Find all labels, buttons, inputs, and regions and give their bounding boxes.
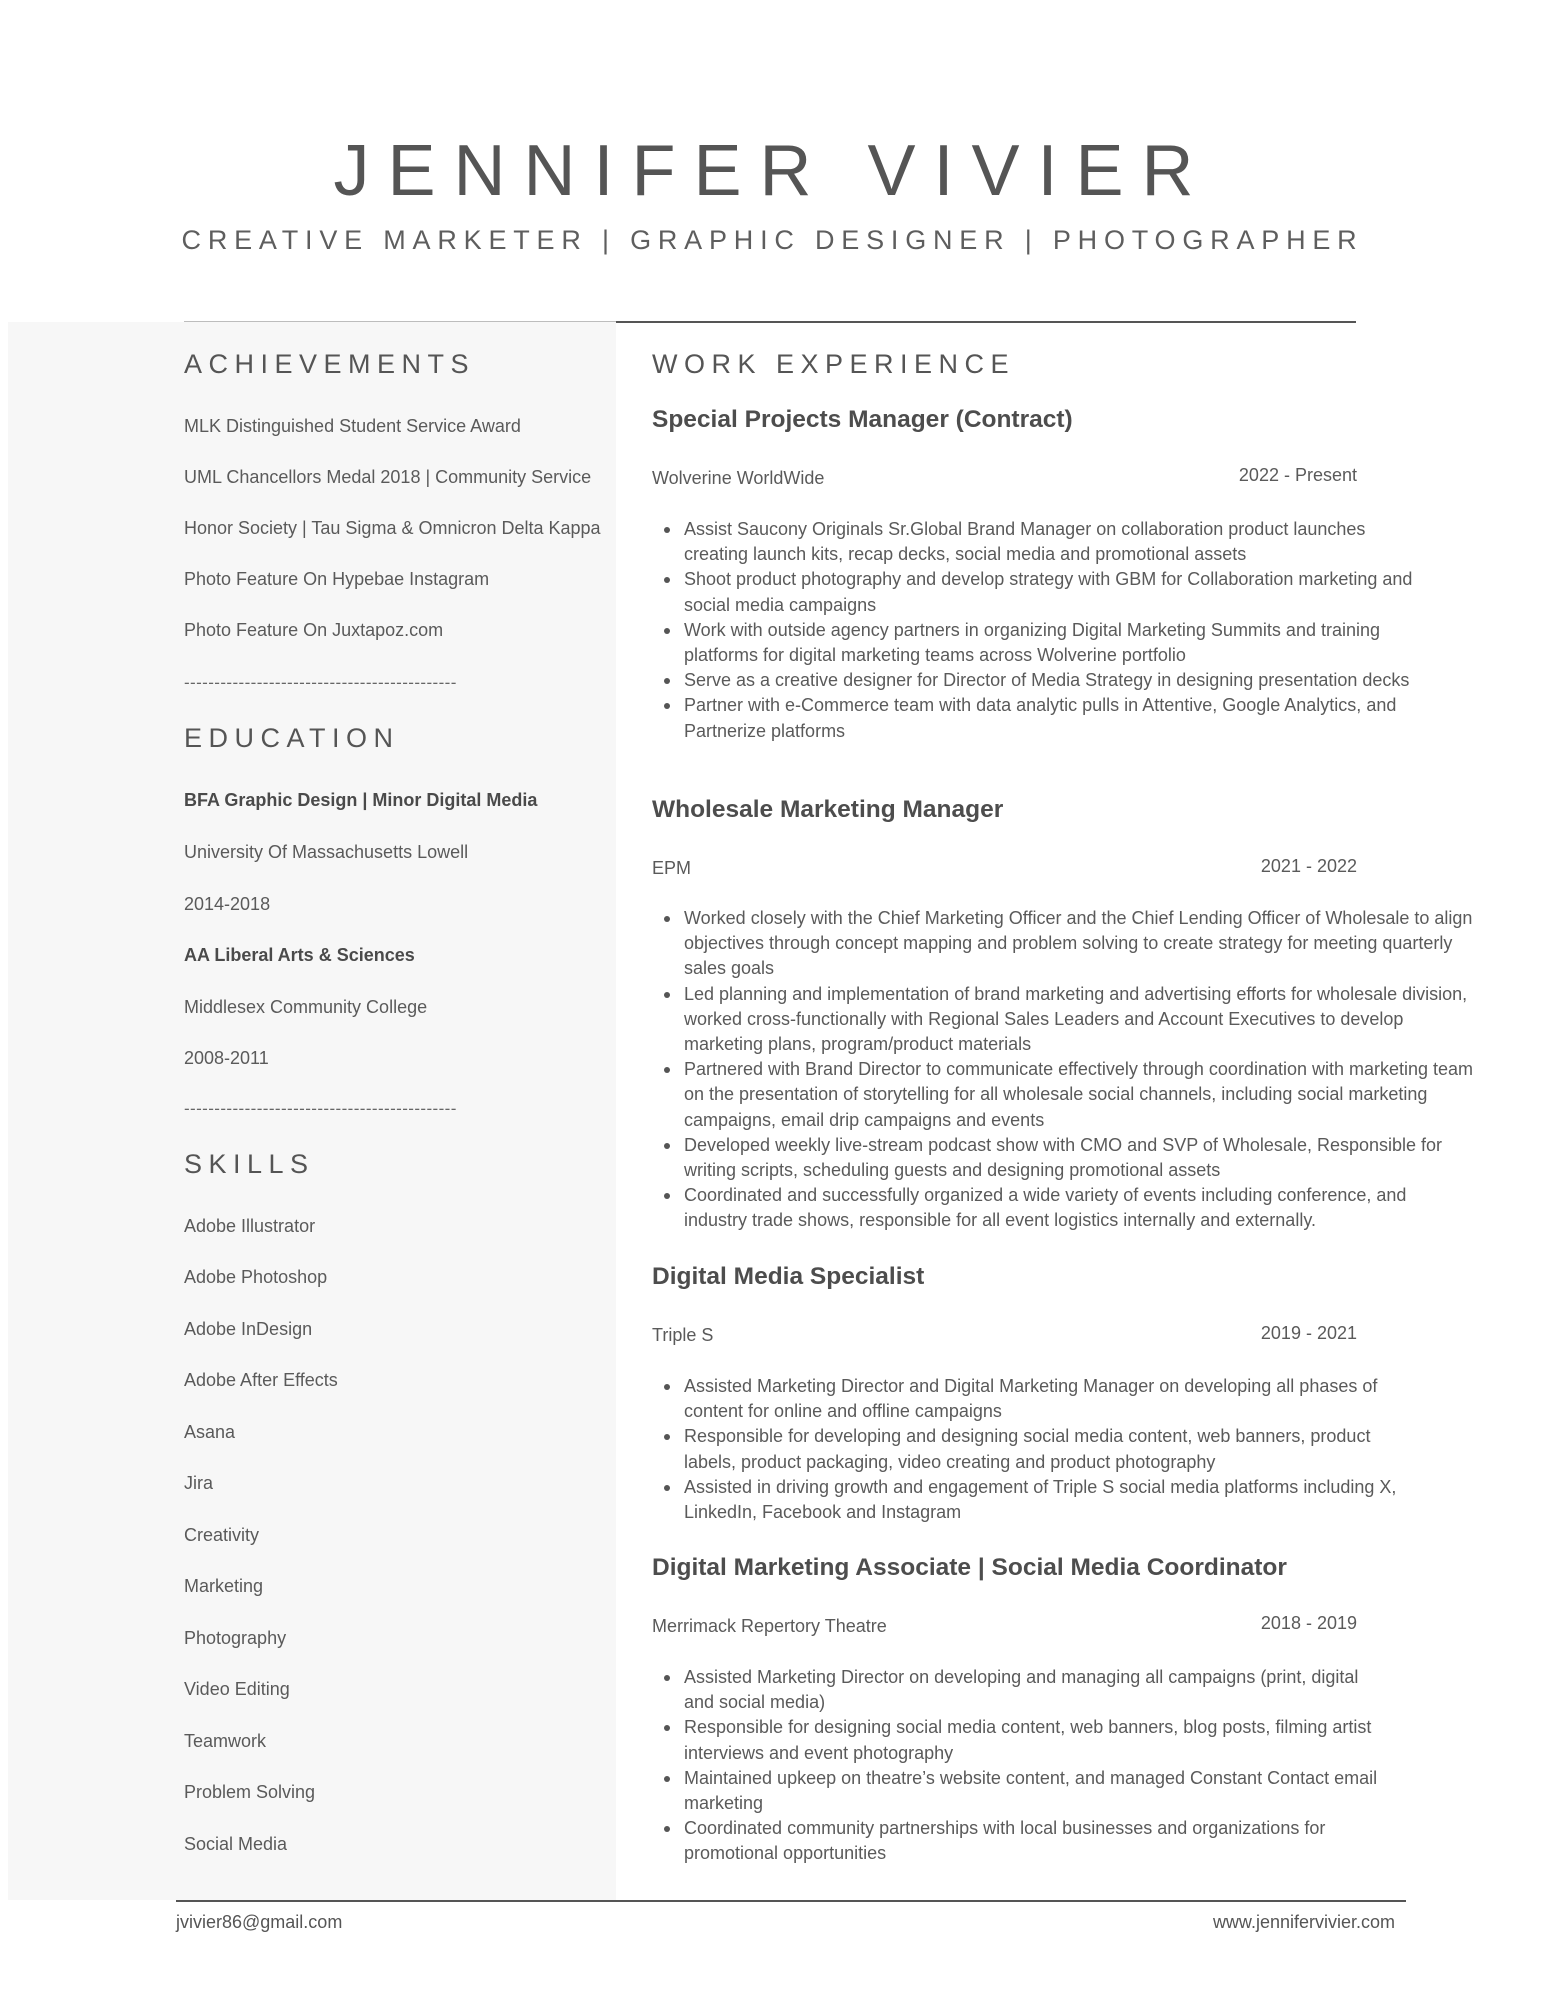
skill-item: Problem Solving	[184, 1782, 316, 1802]
skill-item: Adobe InDesign	[184, 1319, 313, 1339]
skill-item: Jira	[184, 1473, 214, 1493]
job-dates: 2022 - Present	[1238, 465, 1357, 485]
job-bullet: Maintained upkeep on theatre’s website content, and managed Constant Contact email marketing	[684, 1766, 1384, 1816]
job-bullet: Responsible for designing social media content, web banners, blog posts, filming artist interviews and event photography	[684, 1715, 1384, 1765]
job-company: Merrimack Repertory Theatre	[652, 1616, 887, 1636]
skill-item: Creativity	[184, 1525, 260, 1545]
job-bullet: Partnered with Brand Director to communicate effectively through coordination with marketing team on the presentation of storytelling for all wholesale social channels, including social marketing campaigns, email drip campaigns and events	[684, 1057, 1474, 1133]
job-dates: 2018 - 2019	[1260, 1613, 1357, 1633]
job-bullet: Assist Saucony Originals Sr.Global Brand Manager on collaboration product launches creating launch kits, recap decks, social media and promotional assets	[684, 517, 1414, 567]
work-experience-heading: WORK EXPERIENCE	[652, 349, 1016, 379]
skills-heading: SKILLS	[184, 1149, 315, 1179]
skill-item: Adobe After Effects	[184, 1370, 338, 1390]
job-bullet: Developed weekly live-stream podcast show with CMO and SVP of Wholesale, Responsible for writing scripts, scheduling guests and designing promotional assets	[684, 1133, 1474, 1183]
skill-item: Marketing	[184, 1576, 264, 1596]
job-title: Special Projects Manager (Contract)	[652, 406, 1073, 433]
achievement-item: MLK Distinguished Student Service Award	[184, 416, 521, 436]
achievements-heading: ACHIEVEMENTS	[184, 349, 476, 379]
job-company: EPM	[652, 858, 692, 878]
skill-item: Social Media	[184, 1834, 288, 1854]
job-bullet: Coordinated and successfully organized a wide variety of events including conference, and industry trade shows, responsible for all event logistics internally and externally.	[684, 1183, 1474, 1233]
section-divider: ---------------------------------------------	[184, 1099, 457, 1118]
skill-item: Adobe Illustrator	[184, 1216, 316, 1236]
footer-divider	[176, 1900, 1406, 1902]
education-degree: AA Liberal Arts & Sciences	[184, 945, 415, 965]
job-company: Wolverine WorldWide	[652, 468, 825, 488]
achievement-item: Photo Feature On Hypebae Instagram	[184, 569, 490, 589]
job-bullets	[652, 1374, 1414, 1525]
job-title: Digital Marketing Associate | Social Media Coordinator	[652, 1554, 1287, 1581]
job-bullet: Assisted in driving growth and engagement of Triple S social media platforms including X, LinkedIn, Facebook and Instagram	[684, 1475, 1414, 1525]
job-title: Digital Media Specialist	[652, 1263, 925, 1290]
job-bullet: Work with outside agency partners in organizing Digital Marketing Summits and training platforms for digital marketing teams across Wolverine portfolio	[684, 618, 1414, 668]
job-bullet: Serve as a creative designer for Director of Media Strategy in designing presentation decks	[684, 668, 1414, 693]
job-company: Triple S	[652, 1325, 714, 1345]
education-school: Middlesex Community College	[184, 997, 428, 1017]
job-bullet: Coordinated community partnerships with local businesses and organizations for promotional opportunities	[684, 1816, 1384, 1866]
job-title: Wholesale Marketing Manager	[652, 796, 1004, 823]
education-years: 2008-2011	[184, 1048, 269, 1068]
main-top-divider	[616, 321, 1356, 323]
job-bullet: Partner with e-Commerce team with data analytic pulls in Attentive, Google Analytics, and Partnerize platforms	[684, 693, 1414, 743]
job-bullet: Worked closely with the Chief Marketing Officer and the Chief Lending Officer of Wholesale to align objectives through concept mapping and problem solving to create strategy for meeting quarterly sales goals	[684, 906, 1474, 982]
skill-item: Teamwork	[184, 1731, 267, 1751]
job-dates: 2021 - 2022	[1260, 856, 1357, 876]
job-bullet: Responsible for developing and designing social media content, web banners, product labels, product packaging, video creating and product photography	[684, 1424, 1414, 1474]
education-years: 2014-2018	[184, 894, 271, 914]
footer-website[interactable]: www.jennifervivier.com	[1212, 1912, 1395, 1932]
job-bullet: Shoot product photography and develop strategy with GBM for Collaboration marketing and social media campaigns	[684, 567, 1414, 617]
sidebar-top-divider	[184, 321, 616, 322]
job-bullet: Assisted Marketing Director and Digital Marketing Manager on developing all phases of content for online and offline campaigns	[684, 1374, 1414, 1424]
skill-item: Video Editing	[184, 1679, 290, 1699]
section-divider: ---------------------------------------------	[184, 673, 457, 692]
skill-item: Asana	[184, 1422, 236, 1442]
education-school: University Of Massachusetts Lowell	[184, 842, 469, 862]
job-bullets	[652, 1665, 1384, 1867]
achievement-item: Honor Society | Tau Sigma & Omnicron Delta Kappa	[184, 518, 601, 538]
education-heading: EDUCATION	[184, 723, 400, 753]
footer-email[interactable]: jvivier86@gmail.com	[176, 1912, 343, 1932]
job-bullets	[652, 517, 1414, 744]
job-dates: 2019 - 2021	[1260, 1323, 1357, 1343]
job-bullet: Led planning and implementation of brand marketing and advertising efforts for wholesale division, worked cross-functionally with Regional Sales Leaders and Account Executives to develop marketing plans, program/product materials	[684, 982, 1474, 1058]
achievement-item: Photo Feature On Juxtapoz.com	[184, 620, 444, 640]
education-degree: BFA Graphic Design | Minor Digital Media	[184, 790, 538, 810]
job-bullet: Assisted Marketing Director on developing and managing all campaigns (print, digital and social media)	[684, 1665, 1384, 1715]
candidate-name: JENNIFER VIVIER	[333, 131, 1212, 211]
job-bullets	[652, 906, 1474, 1234]
candidate-subtitle: CREATIVE MARKETER | GRAPHIC DESIGNER | PHOTOGRAPHER	[181, 225, 1364, 255]
skill-item: Adobe Photoshop	[184, 1267, 328, 1287]
skill-item: Photography	[184, 1628, 287, 1648]
achievement-item: UML Chancellors Medal 2018 | Community Service	[184, 467, 592, 487]
